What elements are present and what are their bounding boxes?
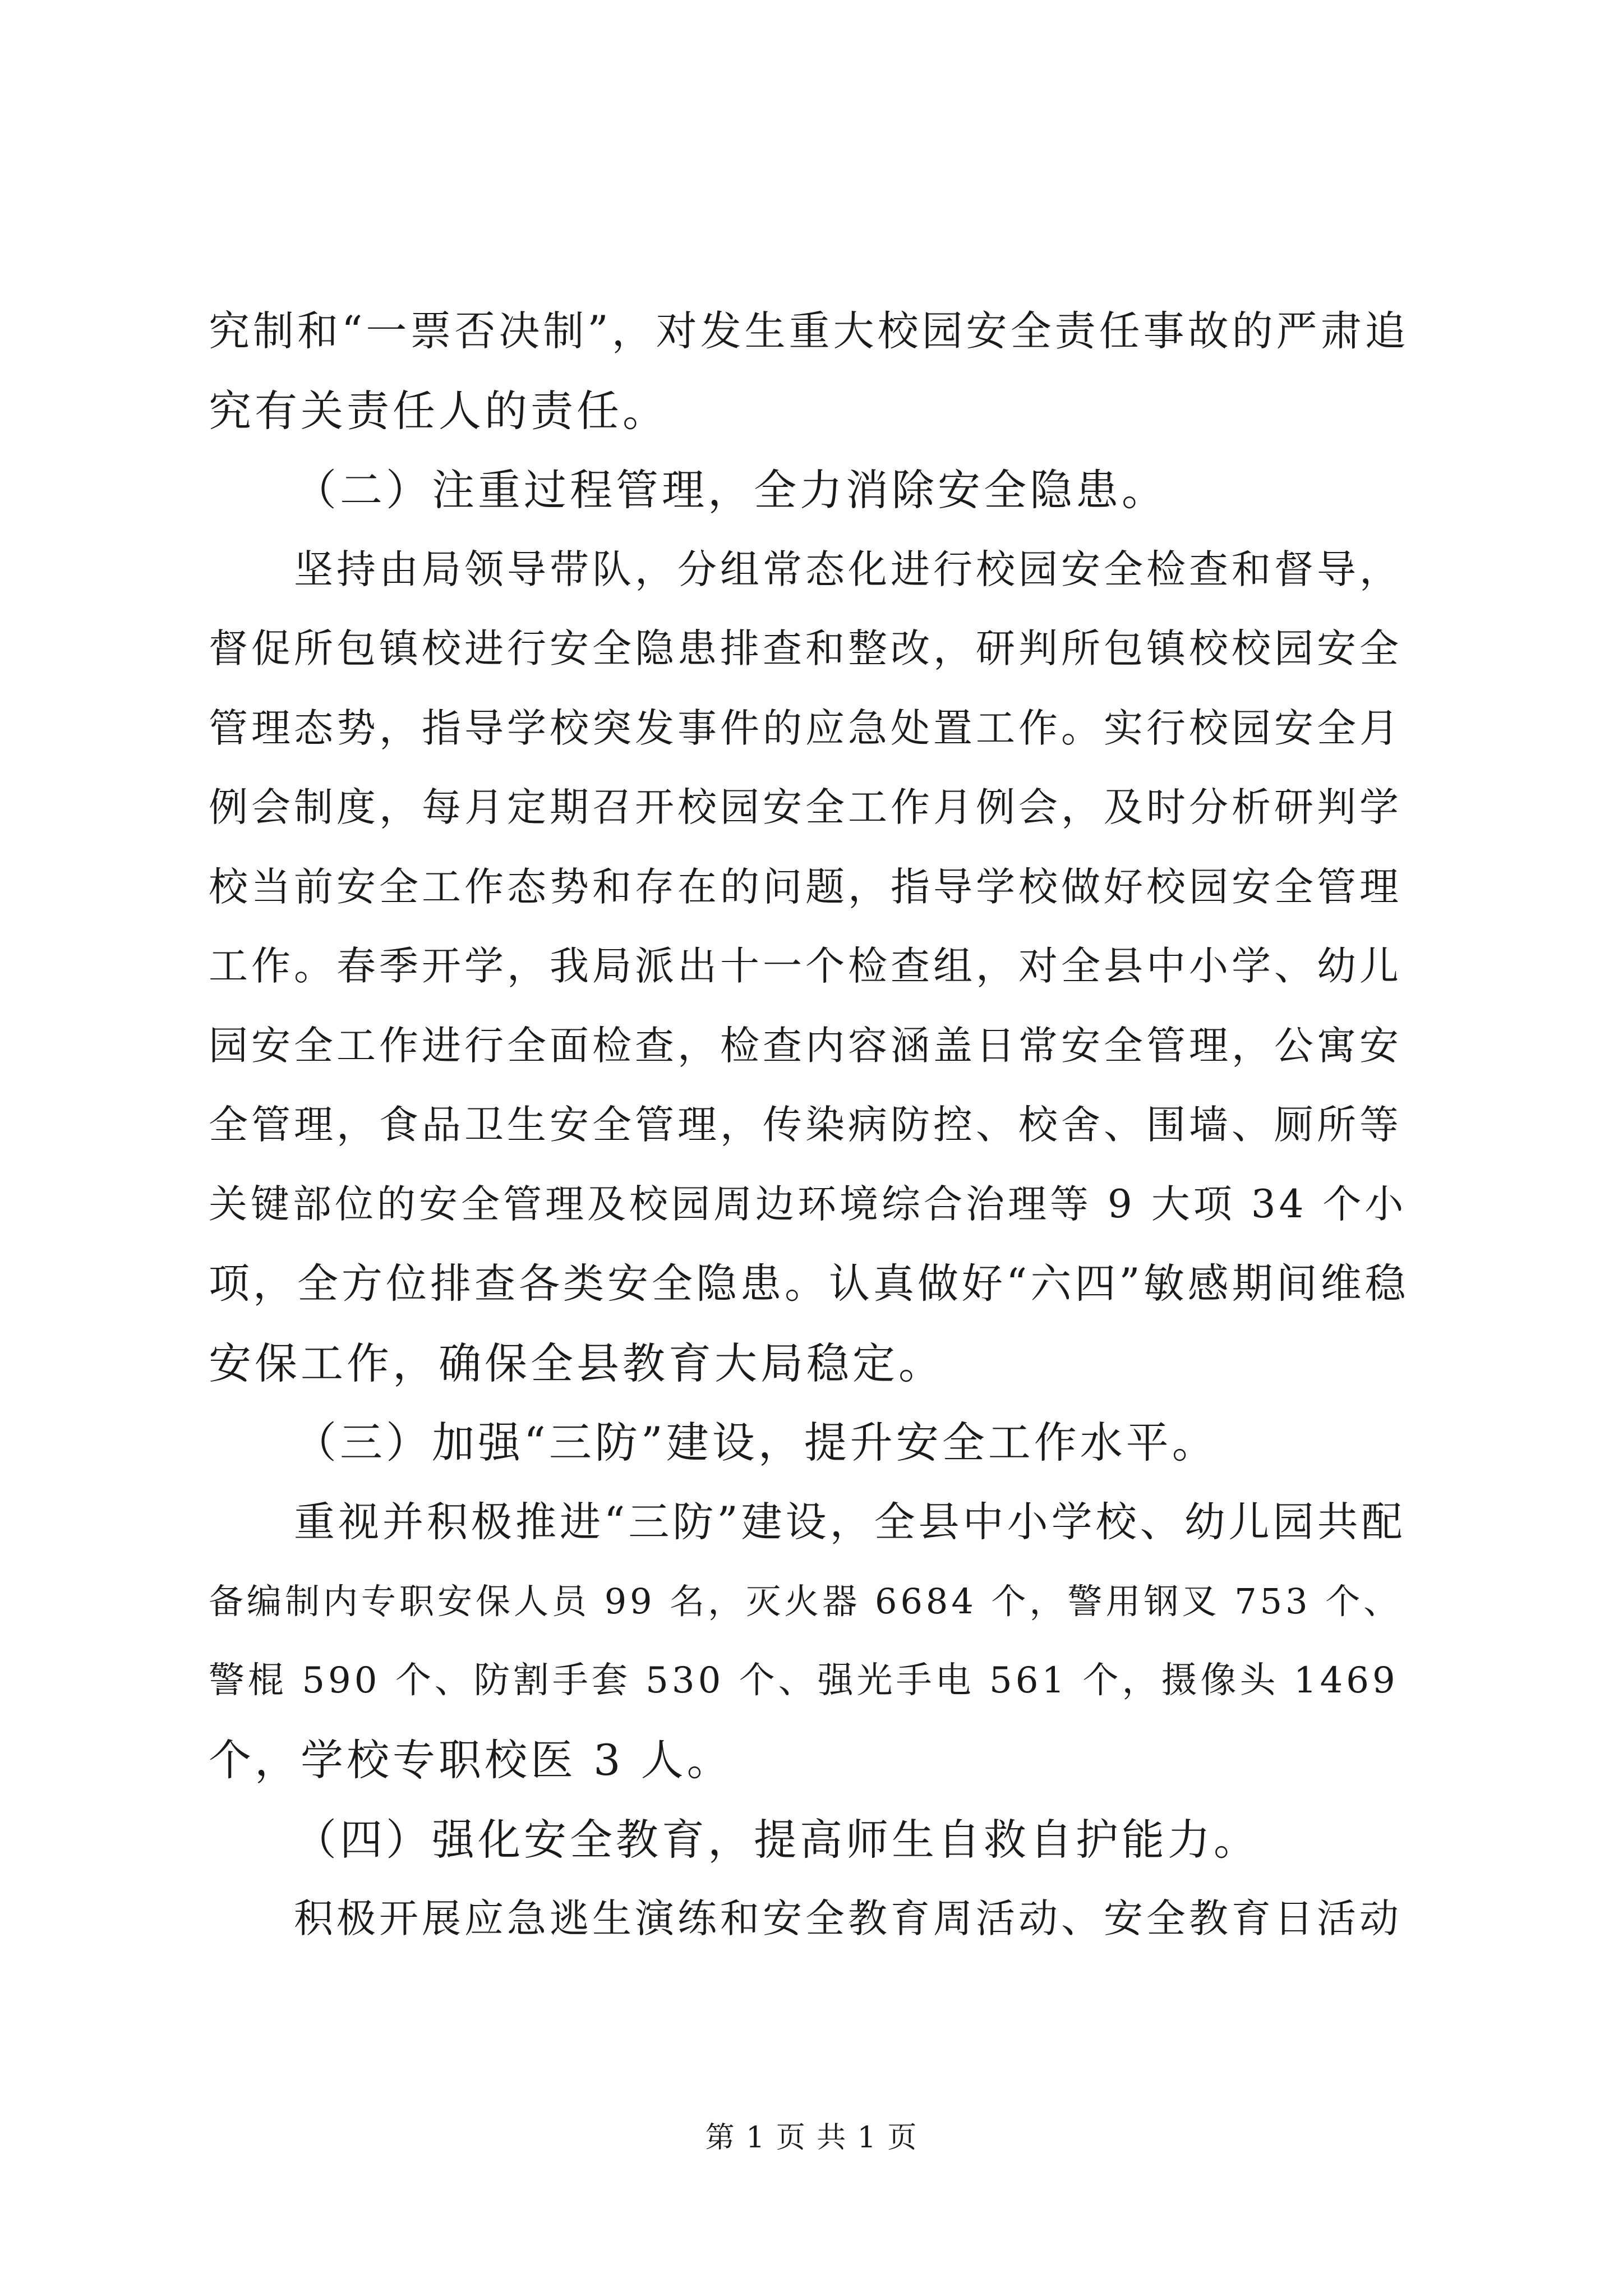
page-footer <box>0 2114 1623 2156</box>
body-line: 园安全工作进行全面检查，检查内容涵盖日常安全管理，公寓安 <box>209 1022 1402 1069</box>
body-line: 个，学校专职校医 3 人。 <box>209 1735 733 1785</box>
section-heading: （二）注重过程管理，全力消除安全隐患。 <box>294 465 1168 515</box>
body-line: 坚持由局领导带队，分组常态化进行校园安全检查和督导， <box>294 546 1402 592</box>
body-line: 全管理，食品卫生安全管理，传染病防控、校舍、围墙、厕所等 <box>209 1102 1402 1148</box>
body-line: 安保工作，确保全县教育大局稳定。 <box>209 1338 944 1388</box>
body-line: 备编制内专职安保人员 99 名，灭火器 6684 个，警用钢叉 753 个、 <box>209 1581 1402 1622</box>
page-number-label: 第 1 页 共 1 页 <box>705 2121 918 2155</box>
section-heading: （三）加强“三防”建设，提升安全工作水平。 <box>294 1418 1218 1467</box>
document-body <box>209 292 1414 1959</box>
body-line: 关键部位的安全管理及校园周边环境综合治理等 9 大项 34 个小 <box>209 1181 1407 1227</box>
body-line: 工作。春季开学，我局派出十一个检查组，对全县中小学、幼儿 <box>209 943 1402 989</box>
body-line: 管理态势，指导学校突发事件的应急处置工作。实行校园安全月 <box>209 705 1402 751</box>
body-line: 校当前安全工作态势和存在的问题，指导学校做好校园安全管理 <box>209 863 1402 910</box>
body-line: 项，全方位排查各类安全隐患。认真做好“六四”敏感期间维稳 <box>209 1260 1409 1308</box>
body-line: 警棍 590 个、防割手套 530 个、强光手电 561 个，摄像头 1469 <box>209 1659 1399 1701</box>
body-line: 重视并积极推进“三防”建设，全县中小学校、幼儿园共配 <box>294 1498 1406 1546</box>
body-line: 积极开展应急逃生演练和安全教育周活动、安全教育日活动 <box>294 1895 1402 1941</box>
body-line: 究有关责任人的责任。 <box>209 385 668 436</box>
body-line: 例会制度，每月定期召开校园安全工作月例会，及时分析研判学 <box>209 784 1402 830</box>
body-line: 督促所包镇校进行安全隐患排查和整改，研判所包镇校校园安全 <box>209 625 1402 671</box>
section-heading: （四）强化安全教育，提高师生自救自护能力。 <box>294 1814 1260 1865</box>
body-line: 究制和“一票否决制”，对发生重大校园安全责任事故的严肃追 <box>209 307 1409 355</box>
